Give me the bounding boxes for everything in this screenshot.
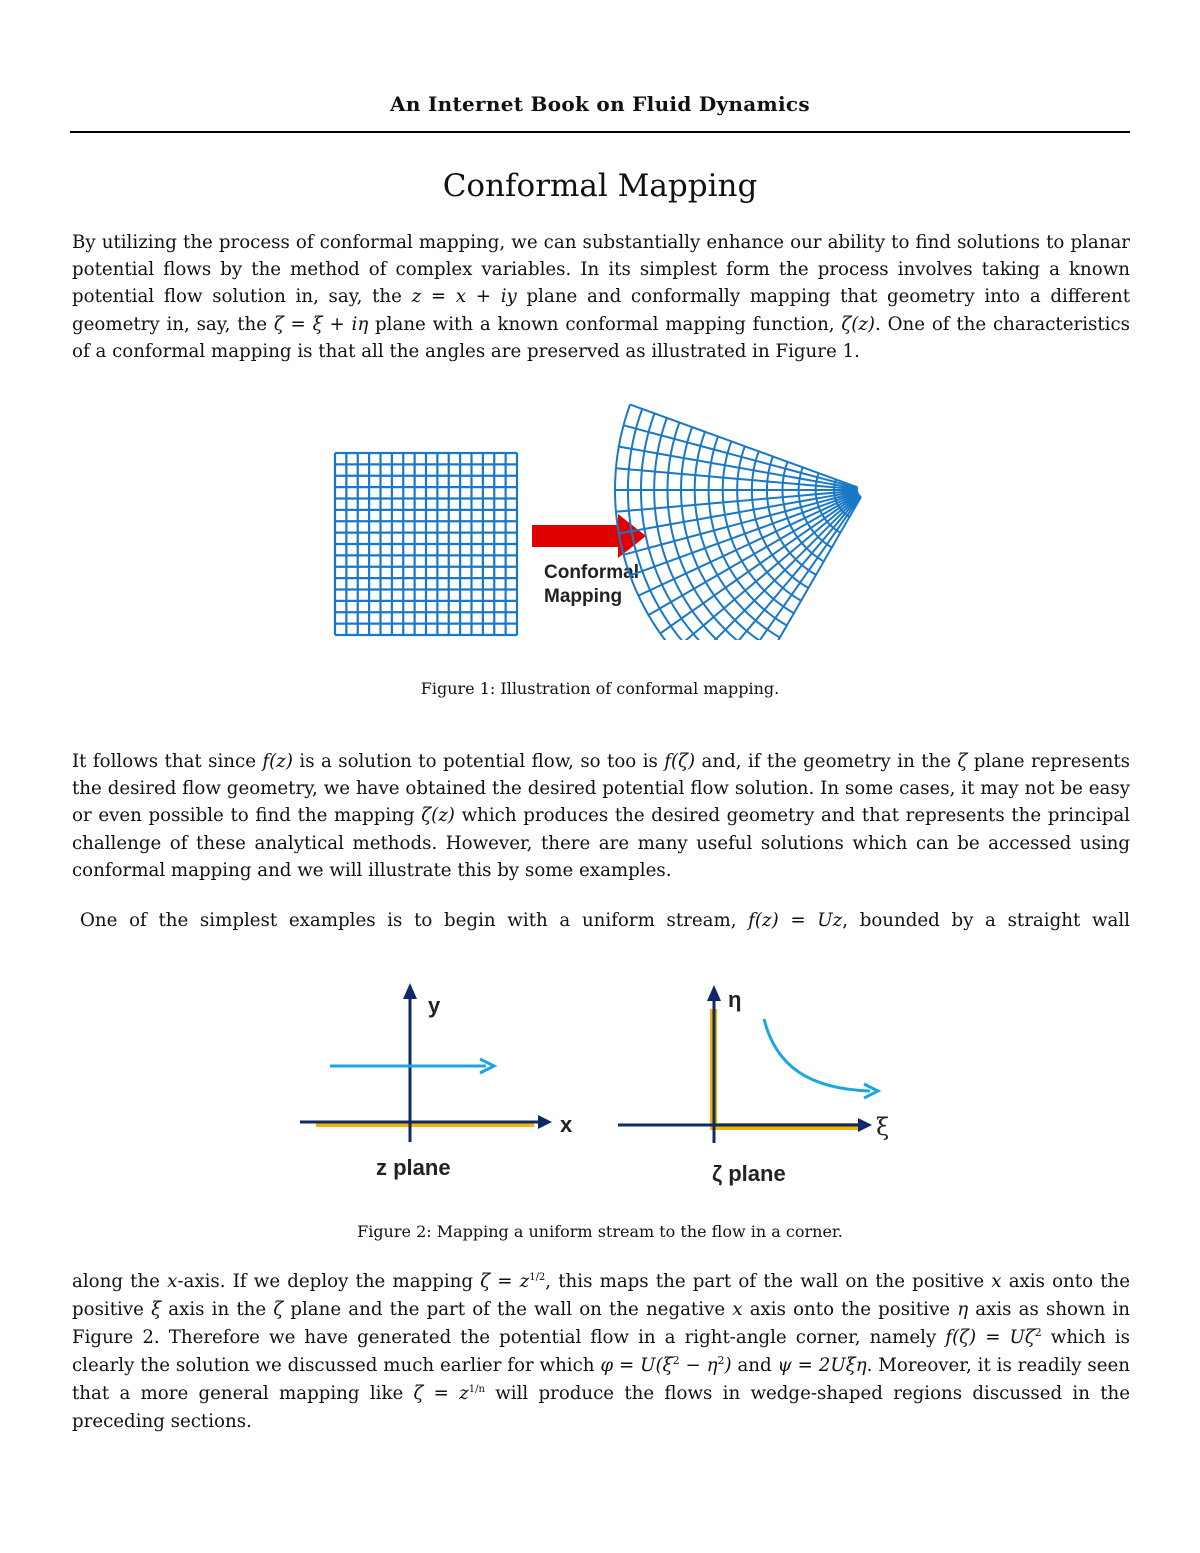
mapping-label-line1: Conformal [544,562,639,583]
y-axis-label: y [428,993,441,1018]
square-grid [335,453,517,635]
paragraph-example-start: One of the simplest examples is to begin with a uniform stream, f(z) = Uz, bounded by a straight wall [80,910,1130,931]
zeta-plane-label: ζ plane [712,1161,786,1186]
mapping-arrow [532,514,646,558]
warped-grid [615,404,861,640]
xi-axis-label: ξ [876,1113,890,1141]
paragraph-mapping: It follows that since f(z) is a solution to potential flow, so too is f(ζ) and, if the geometry in the ζ plane represents the desired flow geometry, we have obtained the desired potential flow solution. In some cases, it may not be easy or even possible to find the mapping ζ(z) which produces the desired geometry and that represents the principal challenge of these analytical methods. However, there are many useful solutions which can be accessed using conformal mapping and we will illustrate this by some examples. [72,751,1130,881]
figure-1-caption: Figure 1: Illustration of conformal mapping. [420,679,780,698]
zeta-plane-diagram [618,985,889,1186]
mapping-label-line2: Mapping [544,586,623,607]
paragraph-corner-flow: along the x-axis. If we deploy the mapping $\zeta = z^{1/2}$, this maps the part of the wall on the positive x axis onto the positive ξ axis in the ζ plane and the part of the wall on the negative x axis onto the positive η axis as shown in Figure 2. Therefore we have generated the potential flow in a right-angle corner, namely $f(\zeta) = U\zeta^2$ which is clearly the solution we discussed much earlier for which $\varphi = U(\xi^2 - \eta^2)$ and ψ = 2Uξη. Moreover, it is readily seen that a more general mapping like $\zeta = z^{1/n}$ will produce the flows in wedge-shaped regions discussed in the preceding sections. [72,1271,1131,1432]
corner-flow-arrow [764,1019,870,1091]
figure-1-illustration [320,390,890,640]
page-title: Conformal Mapping [442,168,758,204]
figure-2-planes [290,975,910,1195]
x-axis-label: x [560,1112,573,1137]
z-plane-diagram [300,983,573,1180]
header-rule [70,131,1130,133]
z-plane-label: z plane [376,1155,451,1180]
paragraph-intro: By utilizing the process of conformal mapping, we can substantially enhance our ability to find solutions to planar potential flows by the method of complex variables. In its simplest form the process involves taking a known potential flow solution in, say, the z = x + iy plane and conformally mapping that geometry into a different geometry in, say, the ζ = ξ + iη plane with a known conformal mapping function, ζ(z). One of the characteristics of a conformal mapping is that all the angles are preserved as illustrated in Figure 1. [72,232,1131,362]
eta-axis-label: η [728,987,742,1012]
figure-2-caption: Figure 2: Mapping a uniform stream to the flow in a corner. [357,1222,843,1241]
running-title: An Internet Book on Fluid Dynamics [390,92,810,116]
